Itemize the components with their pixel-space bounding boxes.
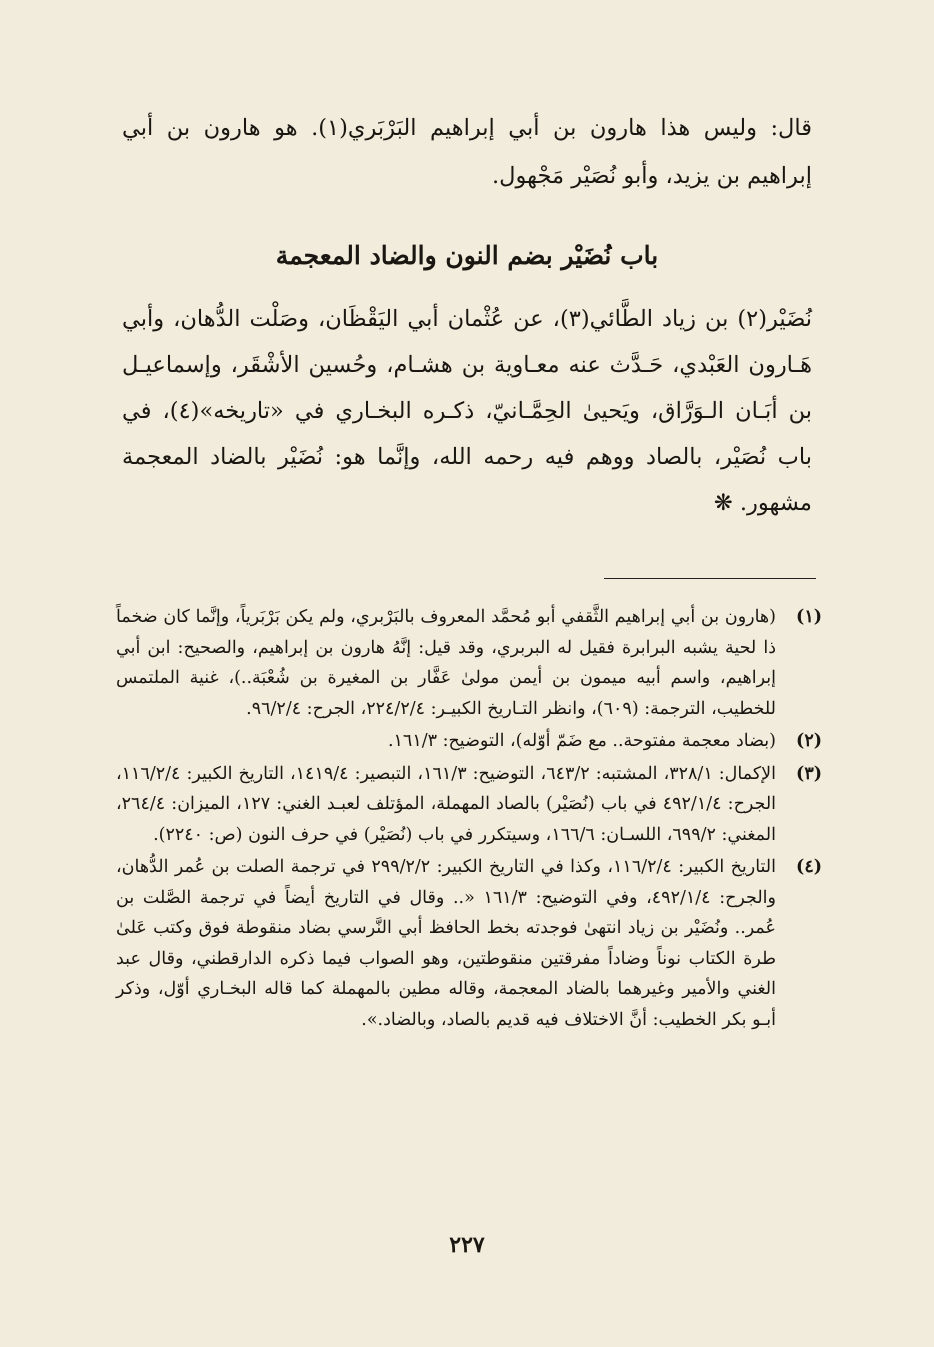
footnote-number: (٢): [796, 731, 822, 751]
footnote-number: (٣): [796, 763, 822, 784]
footnote-number: (١): [796, 607, 822, 627]
footnote: [116, 852, 822, 1035]
intro-paragraph: قال: وليس هذا هارون بن أبي إبراهيم البَرْبَري(١). هو هارون بن أبي إبراهيم بن يزيد، وأبو نُصَيْر مَجْهول.: [122, 115, 812, 189]
footnote-text: (هارون بن أبي إبراهيم الثَّقفي أبو مُحمَّد المعروف بالبَرْبري، ولم يكن بَرْبَرياً، وإنَّما كان ضخماً ذا لحية يشبه البرابرة فقيل له البربري، وقد قيل: إنَّهُ هارون بن إبراهيم، والصحيح: ابن أبي إبراهيم، واسم أبيه ميمون بن أيمن مولىٰ عَفَّار بن المغيرة بن شُعْبَة..)، غنية الملتمس للخطيب، الترجمة: (٦٠٩)، وانظر التـاريخ الكبيـر: ٢٢٤/٢/٤، الجرح: ٩٦/٢/٤.: [116, 607, 776, 719]
footnotes: [116, 602, 822, 1037]
page-number: ٢٢٧: [449, 1232, 485, 1258]
footnote-number: (٤): [796, 857, 822, 877]
footnote-text: الإكمال: ٣٢٨/١، المشتبه: ٦٤٣/٢، التوضيح: ١٦١/٣، التبصير: ١٤١٩/٤، التاريخ الكبير: ١١٦/٢/٤، الجرح: ٤٩٢/١/٤ في باب (نُصَيْر) بالصاد المهملة، المؤتلف لعبـد الغني: ١٢٧، الميزان: ٢٦٤/٤، المغني: ٦٩٩/٢، اللسـان: ١٦٦/٦، وسيتكرر في باب (نُصَيْر) في حرف النون (ص: ٢٢٤٠).: [116, 763, 777, 845]
footnote: [116, 602, 822, 724]
footnote-text: (بضاد معجمة مفتوحة.. مع ضَمّ أوّله)، التوضيح: ١٦١/٣.: [387, 731, 776, 751]
intro-paragraph-block: [122, 104, 812, 200]
footnote: [116, 759, 822, 851]
entry-paragraph: نُضَيْر(٢) بن زياد الطَّائي(٣)، عن عُثْمان أبي اليَقْظَان، وصَلْت الدُّهان، وأبي هَـارون العَبْدي، حَـدَّث عنه معـاوية بن هشـام، وحُسين الأشْقَر، وإسماعيـل بن أبَـان الـوَرَّاق، ويَحيىٰ الحِمَّـانيّ، ذكـره البخـاري في «تاريخه»(٤)، في باب نُصَيْر، بالصاد ووهم فيه رحمه الله، وإنَّما هو: نُضَيْر بالضاد المعجمة مشهور. ❋: [122, 306, 812, 516]
footnote-separator: [604, 578, 816, 579]
footnote: [116, 726, 822, 757]
footnote-text: التاريخ الكبير: ١١٦/٢/٤، وكذا في التاريخ الكبير: ٢٩٩/٢/٢ في ترجمة الصلت بن عُمر الدُّهان، والجرح: ٤٩٢/١/٤، وفي التوضيح: ١٦١/٣ «.. وقال في التاريخ أيضاً في ترجمة الصَّلت بن عُمر.. ونُضَيْر بن زياد انتهىٰ فوجدته بخط الحافظ أبي النَّرسي بضاد منقوطة فوق وكتب عَلىٰ طرة الكتاب نوناً وضاداً مفرقتين منقوطتين، وهو الصواب فيما ذكره الدارقطني، وقال عبد الغني والأمير وغيرهما بالضاد المعجمة، وقاله مطين بالمهملة كما قاله البخـاري أوّل، وذكر أبـو بكر الخطيب: أنَّ الاختلاف فيه قديم بالصاد، وبالضاد.».: [116, 857, 777, 1030]
chapter-heading: باب نُضَيْر بضم النون والضاد المعجمة: [275, 241, 659, 270]
